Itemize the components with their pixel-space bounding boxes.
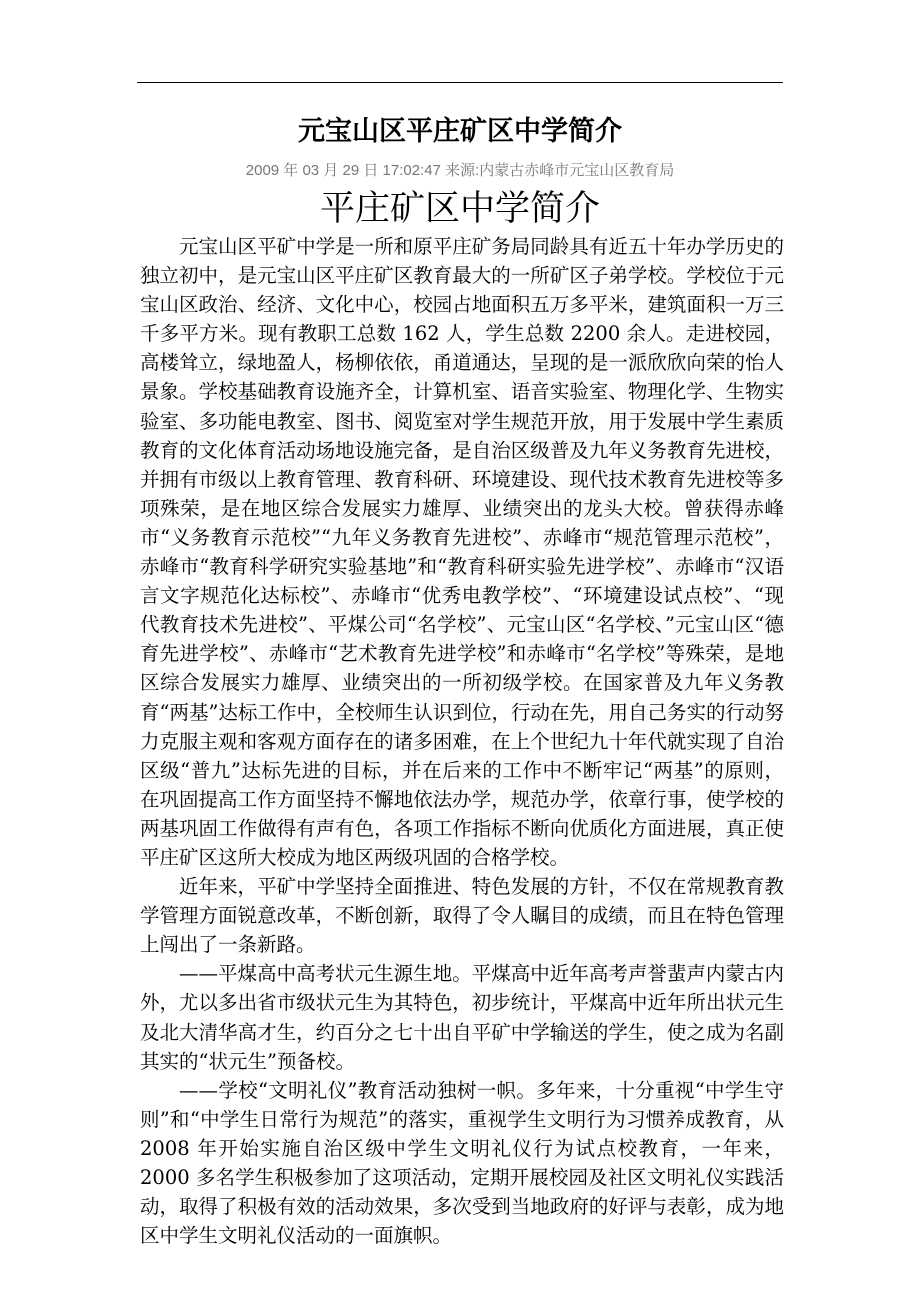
document-body <box>140 232 784 1250</box>
header-rule <box>137 82 783 83</box>
document-title: 元宝山区平庄矿区中学简介 <box>298 116 622 147</box>
document-subtitle: 平庄矿区中学简介 <box>319 189 600 229</box>
paragraph: 近年来，平矿中学坚持全面推进、特色发展的方针，不仅在常规教育教学管理方面锐意改革，不断创新，取得了令人瞩目的成绩，而且在特色管理上闯出了一条新路。 <box>140 875 784 957</box>
paragraph: 元宝山区平矿中学是一所和原平庄矿务局同龄具有近五十年办学历史的独立初中，是元宝山区平庄矿区教育最大的一所矿区子弟学校。学校位于元宝山区政治、经济、文化中心，校园占地面积五万多平米，建筑面积一万三千多平方米。现有教职工总数 162 人，学生总数 2200 余人。走进校园，高楼耸立，绿地盈人，杨柳依依，甬道通达，呈现的是一派欣欣向荣的怡人景象。学校基础教育设施齐全，计算机室、语音实验室、物理化学、生物实验室、多功能电教室、图书、阅览室对学生规范开放，用于发展中学生素质教育的文化体育活动场地设施完备，是自治区级普及九年义务教育先进校，并拥有市级以上教育管理、教育科研、环境建设、现代技术教育先进校等多项殊荣，是在地区综合发展实力雄厚、业绩突出的龙头大校。曾获得赤峰市“义务教育示范校”“九年义务教育先进校”、赤峰市“规范管理示范校”，赤峰市“教育科学研究实验基地”和“教育科研实验先进学校”、赤峰市“汉语言文字规范化达标校”、赤峰市“优秀电教学校”、“环境建设试点校”、“现代教育技术先进校”、平煤公司“名学校”、元宝山区“名学校、”元宝山区“德育先进学校”、赤峰市“艺术教育先进学校”和赤峰市“名学校”等殊荣，是地区综合发展实力雄厚、业绩突出的一所初级学校。在国家普及九年义务教育“两基”达标工作中，全校师生认识到位，行动在先，用自己务实的行动努力克服主观和客观方面存在的诸多困难，在上个世纪九十年代就实现了自治区级“普九”达标先进的目标，并在后来的工作中不断牢记“两基”的原则，在巩固提高工作方面坚持不懈地依法办学，规范办学，依章行事，使学校的两基巩固工作做得有声有色，各项工作指标不断向优质化方面进展，真正使平庄矿区这所大校成为地区两级巩固的合格学校。 <box>140 235 784 869</box>
paragraph: ——学校“文明礼仪”教育活动独树一帜。多年来，十分重视“中学生守则”和“中学生日常行为规范”的落实，重视学生文明行为习惯养成教育，从 2008 年开始实施自治区级中学生文明礼仪行为试点校教育，一年来，2000 多名学生积极参加了这项活动，定期开展校园及社区文明礼仪实践活动，取得了积极有效的活动效果，多次受到当地政府的好评与表彰，成为地区中学生文明礼仪活动的一面旗帜。 <box>140 1078 784 1248</box>
document-meta: 2009 年 03 月 29 日 17:02:47 来源:内蒙古赤峰市元宝山区教育局 <box>245 162 675 179</box>
paragraph: ——平煤高中高考状元生源生地。平煤高中近年高考声誉蜚声内蒙古内外，尤以多出省市级状元生为其特色，初步统计，平煤高中近年所出状元生及北大清华高才生，约百分之七十出自平矿中学输送的学生，使之成为名副其实的“状元生”预备校。 <box>140 962 784 1073</box>
